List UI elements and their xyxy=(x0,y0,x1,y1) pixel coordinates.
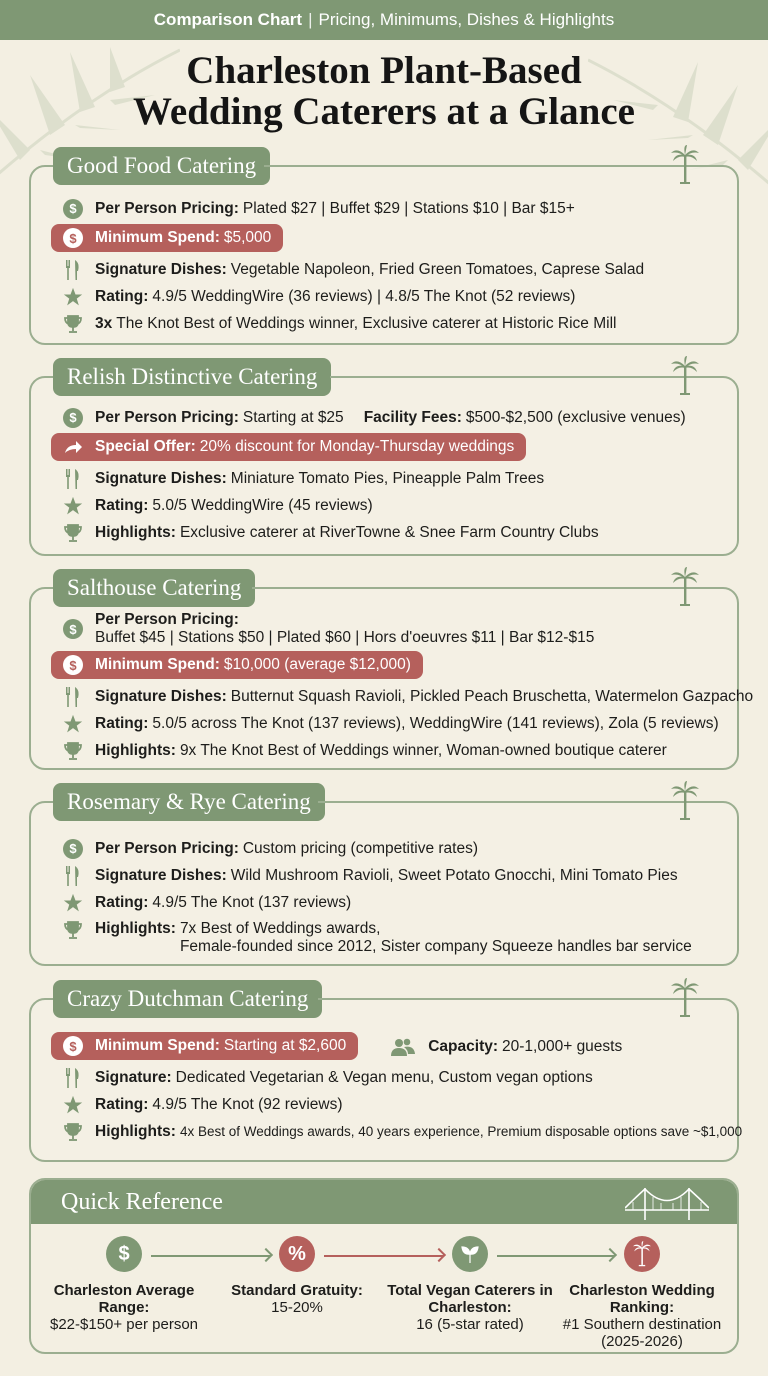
caterer-card xyxy=(29,986,743,1162)
quick-reference-label: Charleston Wedding Ranking: xyxy=(569,1282,715,1316)
detail-text xyxy=(95,920,692,956)
fork-knife-icon xyxy=(63,260,83,280)
highlight-row xyxy=(51,224,283,252)
detail-row xyxy=(31,404,737,431)
detail-row xyxy=(31,835,737,862)
dollar-icon: $ xyxy=(63,408,83,428)
detail-label: Per Person Pricing: xyxy=(95,611,239,628)
trophy-icon xyxy=(63,741,83,761)
detail-label: Rating: xyxy=(95,714,149,732)
detail-label: Rating: xyxy=(95,496,149,514)
palm-icon xyxy=(624,1236,660,1272)
detail-label: Rating: xyxy=(95,287,149,305)
divider xyxy=(264,165,657,167)
detail-value: 5.0/5 across The Knot (137 reviews), WeddingWire (141 reviews), Zola (5 reviews) xyxy=(152,714,719,732)
detail-row xyxy=(31,1118,743,1145)
extra-detail xyxy=(358,1034,622,1061)
detail-value: 4.9/5 The Knot (92 reviews) xyxy=(152,1095,343,1113)
detail-value xyxy=(180,920,692,956)
detail-row xyxy=(31,310,737,337)
detail-row xyxy=(31,256,737,283)
detail-value: Vegetable Napoleon, Fried Green Tomatoes, Caprese Salad xyxy=(230,260,645,278)
bridge-icon xyxy=(625,1186,709,1220)
people-icon xyxy=(390,1037,416,1057)
detail-label: Signature Dishes: xyxy=(95,687,227,705)
detail-value-line: 7x Best of Weddings awards, xyxy=(179,920,381,937)
sprout-icon xyxy=(452,1236,488,1272)
star-icon xyxy=(63,893,83,913)
detail-label: Rating: xyxy=(95,893,149,911)
banner-subtitle: Pricing, Minimums, Dishes & Highlights xyxy=(318,10,615,29)
palm-tree-icon xyxy=(671,781,699,821)
detail-row-group xyxy=(31,1030,737,1064)
detail-value: $5,000 xyxy=(223,229,272,246)
detail-row xyxy=(31,683,754,710)
flow-arrow xyxy=(151,1255,271,1257)
palm-tree-icon xyxy=(671,567,699,607)
quick-reference-item xyxy=(212,1236,382,1316)
quick-reference-value: #1 Southern destination (2025-2026) xyxy=(562,1316,722,1350)
detail-value: Plated $27 | Buffet $29 | Stations $10 | Bar $15+ xyxy=(242,199,575,217)
trophy-icon xyxy=(63,314,83,334)
star-icon xyxy=(63,287,83,307)
detail-row xyxy=(31,1064,737,1091)
arrow-icon xyxy=(63,437,83,457)
detail-value: 5.0/5 WeddingWire (45 reviews) xyxy=(152,496,373,514)
caterer-name: Rosemary & Rye Catering xyxy=(53,783,325,821)
caterer-details xyxy=(31,835,737,956)
detail-value: 9x The Knot Best of Weddings winner, Woman-owned boutique caterer xyxy=(179,741,667,759)
fork-knife-icon xyxy=(63,1068,83,1088)
detail-label: Highlights: xyxy=(95,920,176,937)
caterer-details xyxy=(31,609,754,764)
caterer-card xyxy=(29,575,754,770)
caterer-name: Salthouse Catering xyxy=(53,569,255,607)
detail-value: 20% discount for Monday-Thursday weddings xyxy=(199,438,515,455)
star-icon xyxy=(63,714,83,734)
highlight-row xyxy=(51,433,526,461)
detail-label: Signature Dishes: xyxy=(95,260,227,278)
caterer-name: Crazy Dutchman Catering xyxy=(53,980,322,1018)
banner-bold: Comparison Chart xyxy=(153,10,303,29)
detail-label: Rating: xyxy=(95,1095,149,1113)
detail-row xyxy=(31,737,737,764)
detail-label: Signature Dishes: xyxy=(95,866,227,884)
detail-label: Capacity: xyxy=(428,1038,499,1055)
trophy-icon xyxy=(63,523,83,543)
quick-reference-item xyxy=(557,1236,727,1350)
detail-value: Dedicated Vegetarian & Vegan menu, Custom vegan options xyxy=(175,1068,593,1086)
quick-reference-value: 15-20% xyxy=(271,1299,323,1316)
detail-value: Starting at $25 xyxy=(242,408,344,426)
quick-reference-value: 16 (5-star rated) xyxy=(416,1316,524,1333)
detail-value: $10,000 (average $12,000) xyxy=(223,656,411,673)
quick-reference-label: Total Vegan Caterers in Charleston: xyxy=(387,1282,553,1316)
detail-row xyxy=(31,1091,737,1118)
detail-value: 4x Best of Weddings awards, 40 years experience, Premium disposable options save ~$1,000 xyxy=(179,1124,743,1139)
trophy-icon xyxy=(63,920,83,940)
palm-tree-icon xyxy=(671,145,699,185)
detail-value: 4.9/5 The Knot (137 reviews) xyxy=(152,893,352,911)
flow-arrow xyxy=(497,1255,615,1257)
extra-detail xyxy=(364,409,686,427)
detail-row xyxy=(31,195,737,222)
detail-row xyxy=(31,465,737,492)
palm-tree-icon xyxy=(671,356,699,396)
quick-reference-header xyxy=(31,1180,737,1224)
detail-value: 4.9/5 WeddingWire (36 reviews) | 4.8/5 The Knot (52 reviews) xyxy=(152,287,576,305)
detail-label: Signature Dishes: xyxy=(95,469,227,487)
detail-value: Butternut Squash Ravioli, Pickled Peach Bruschetta, Watermelon Gazpacho xyxy=(230,687,754,705)
detail-label: Minimum Spend: xyxy=(95,1037,220,1054)
dollar-icon: $ xyxy=(63,655,83,675)
detail-label: 3x xyxy=(95,314,113,332)
detail-label: Highlights: xyxy=(95,741,176,759)
caterer-card xyxy=(29,789,739,966)
detail-value: The Knot Best of Weddings winner, Exclusive caterer at Historic Rice Mill xyxy=(116,314,617,332)
detail-value: Starting at $2,600 xyxy=(223,1037,347,1054)
quick-reference-item xyxy=(385,1236,555,1333)
fork-knife-icon xyxy=(63,866,83,886)
star-icon xyxy=(63,1095,83,1115)
quick-reference-title: Quick Reference xyxy=(61,1188,223,1215)
fork-knife-icon xyxy=(63,469,83,489)
detail-label: Per Person Pricing: xyxy=(95,199,239,217)
star-icon xyxy=(63,496,83,516)
detail-label: Signature: xyxy=(95,1068,172,1086)
divider xyxy=(330,376,657,378)
quick-reference-label: Standard Gratuity: xyxy=(231,1282,363,1299)
detail-label: Minimum Spend: xyxy=(95,656,220,673)
detail-text xyxy=(95,611,594,647)
quick-reference-panel xyxy=(29,1178,739,1354)
divider xyxy=(318,801,657,803)
detail-row xyxy=(31,609,737,649)
palm-tree-icon xyxy=(671,978,699,1018)
title-line-1: Charleston Plant-Based xyxy=(186,49,582,92)
quick-reference-label: Charleston Average Range: xyxy=(53,1282,195,1316)
caterer-name: Good Food Catering xyxy=(53,147,270,185)
dollar-icon: $ xyxy=(106,1236,142,1272)
dollar-icon: $ xyxy=(63,619,83,639)
divider xyxy=(252,587,657,589)
detail-value: Wild Mushroom Ravioli, Sweet Potato Gnocchi, Mini Tomato Pies xyxy=(230,866,678,884)
detail-row xyxy=(31,889,737,916)
fork-knife-icon xyxy=(63,687,83,707)
detail-value: Buffet $45 | Stations $50 | Plated $60 | Hors d'oeuvres $11 | Bar $12-$15 xyxy=(95,629,595,646)
flow-arrow xyxy=(324,1255,444,1257)
detail-label: Per Person Pricing: xyxy=(95,839,239,857)
dollar-icon: $ xyxy=(63,228,83,248)
detail-row xyxy=(31,916,737,956)
detail-value: Exclusive caterer at RiverTowne & Snee Farm Country Clubs xyxy=(179,523,599,541)
quick-reference-value: $22-$150+ per person xyxy=(49,1316,199,1333)
divider xyxy=(318,998,657,1000)
trophy-icon xyxy=(63,1122,83,1142)
detail-value: Miniature Tomato Pies, Pineapple Palm Trees xyxy=(230,469,545,487)
detail-label: Per Person Pricing: xyxy=(95,408,239,426)
detail-value: 20-1,000+ guests xyxy=(502,1038,623,1055)
top-banner: Comparison Chart | Pricing, Minimums, Dishes & Highlights xyxy=(0,0,768,40)
detail-label: Highlights: xyxy=(95,1122,176,1140)
highlight-row xyxy=(51,651,423,679)
detail-value: Custom pricing (competitive rates) xyxy=(242,839,479,857)
percent-icon: % xyxy=(279,1236,315,1272)
detail-value: $500-$2,500 (exclusive venues) xyxy=(465,408,686,426)
highlight-row xyxy=(51,1032,358,1060)
dollar-icon: $ xyxy=(63,1036,83,1056)
caterer-details xyxy=(31,195,737,337)
dollar-icon: $ xyxy=(63,839,83,859)
caterer-details xyxy=(31,404,737,546)
page-title xyxy=(0,50,768,132)
detail-row xyxy=(31,492,737,519)
caterer-name: Relish Distinctive Catering xyxy=(53,358,331,396)
detail-row xyxy=(31,283,737,310)
quick-reference-item xyxy=(39,1236,209,1333)
title-line-2: Wedding Caterers at a Glance xyxy=(133,90,635,133)
detail-row xyxy=(31,519,737,546)
detail-row xyxy=(31,862,737,889)
caterer-details xyxy=(31,1030,743,1145)
detail-value-line: Female-founded since 2012, Sister company Squeeze handles bar service xyxy=(179,938,692,955)
detail-label: Facility Fees: xyxy=(363,408,462,426)
detail-label: Special Offer: xyxy=(95,438,196,455)
caterer-card xyxy=(29,153,739,345)
caterer-card xyxy=(29,364,739,556)
detail-row xyxy=(31,710,737,737)
detail-label: Minimum Spend: xyxy=(95,229,220,246)
detail-label: Highlights: xyxy=(95,523,176,541)
dollar-icon: $ xyxy=(63,199,83,219)
